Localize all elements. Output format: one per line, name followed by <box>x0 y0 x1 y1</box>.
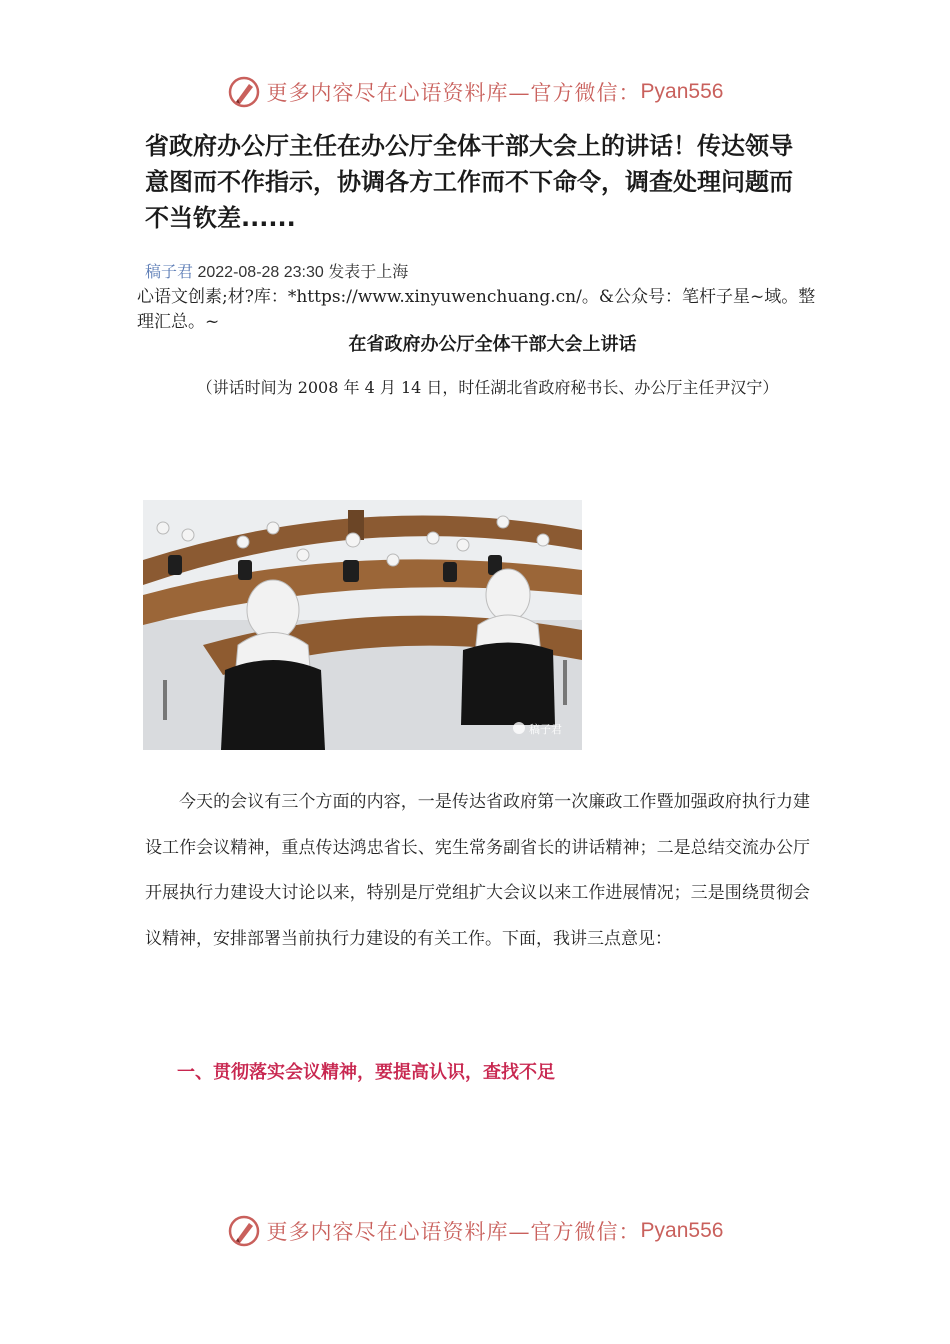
author-link[interactable]: 稿子君 <box>145 264 194 281</box>
body-paragraph: 今天的会议有三个方面的内容，一是传达省政府第一次廉政工作暨加强政府执行力建设工作会议精神，重点传达鸿忠省长、宪生常务副省长的讲话精神；二是总结交流办公厅开展执行力建设大讨论以来，特别是厅党组扩大会议以来工作进展情况；三是围绕贯彻会议精神，安排部署当前执行力建设的有关工作。下面，我讲三点意见： <box>145 792 810 949</box>
publish-location: 发表于上海 <box>328 264 409 281</box>
meeting-illustration <box>143 500 582 750</box>
banner-wechat-id: Pyan556 <box>640 1219 724 1242</box>
speech-note: （讲话时间为 2008 年 4 月 14 日，时任湖北省政府秘书长、办公厅主任尹汉宁） <box>196 378 779 397</box>
pen-logo-icon <box>227 1214 261 1248</box>
banner-text: 更多内容尽在心语资料库—官方微信： <box>266 81 641 105</box>
article-meta <box>145 259 408 282</box>
footer-banner <box>0 1211 950 1251</box>
image-watermark: 稿子君 <box>529 723 562 736</box>
publish-datetime: 2022-08-28 23:30 <box>197 264 324 281</box>
pen-logo-icon <box>227 75 261 109</box>
banner-wechat-id: Pyan556 <box>640 80 724 103</box>
header-banner <box>0 72 950 112</box>
banner-text: 更多内容尽在心语资料库—官方微信： <box>266 1220 641 1244</box>
speech-title: 在省政府办公厅全体干部大会上讲话 <box>348 334 637 355</box>
article-title: 省政府办公厅主任在办公厅全体干部大会上的讲话！传达领导意图而不作指示，协调各方工作而不下命令，调查处理问题而不当钦差...... <box>145 132 793 232</box>
section-heading-1: 一、贯彻落实会议精神，要提高认识，查找不足 <box>177 1062 555 1083</box>
source-line: 心语文创素;材?库：*https://www.xinyuwenchuang.cn/。&公众号：笔杆子星~域。整理汇总。~ <box>137 287 816 332</box>
